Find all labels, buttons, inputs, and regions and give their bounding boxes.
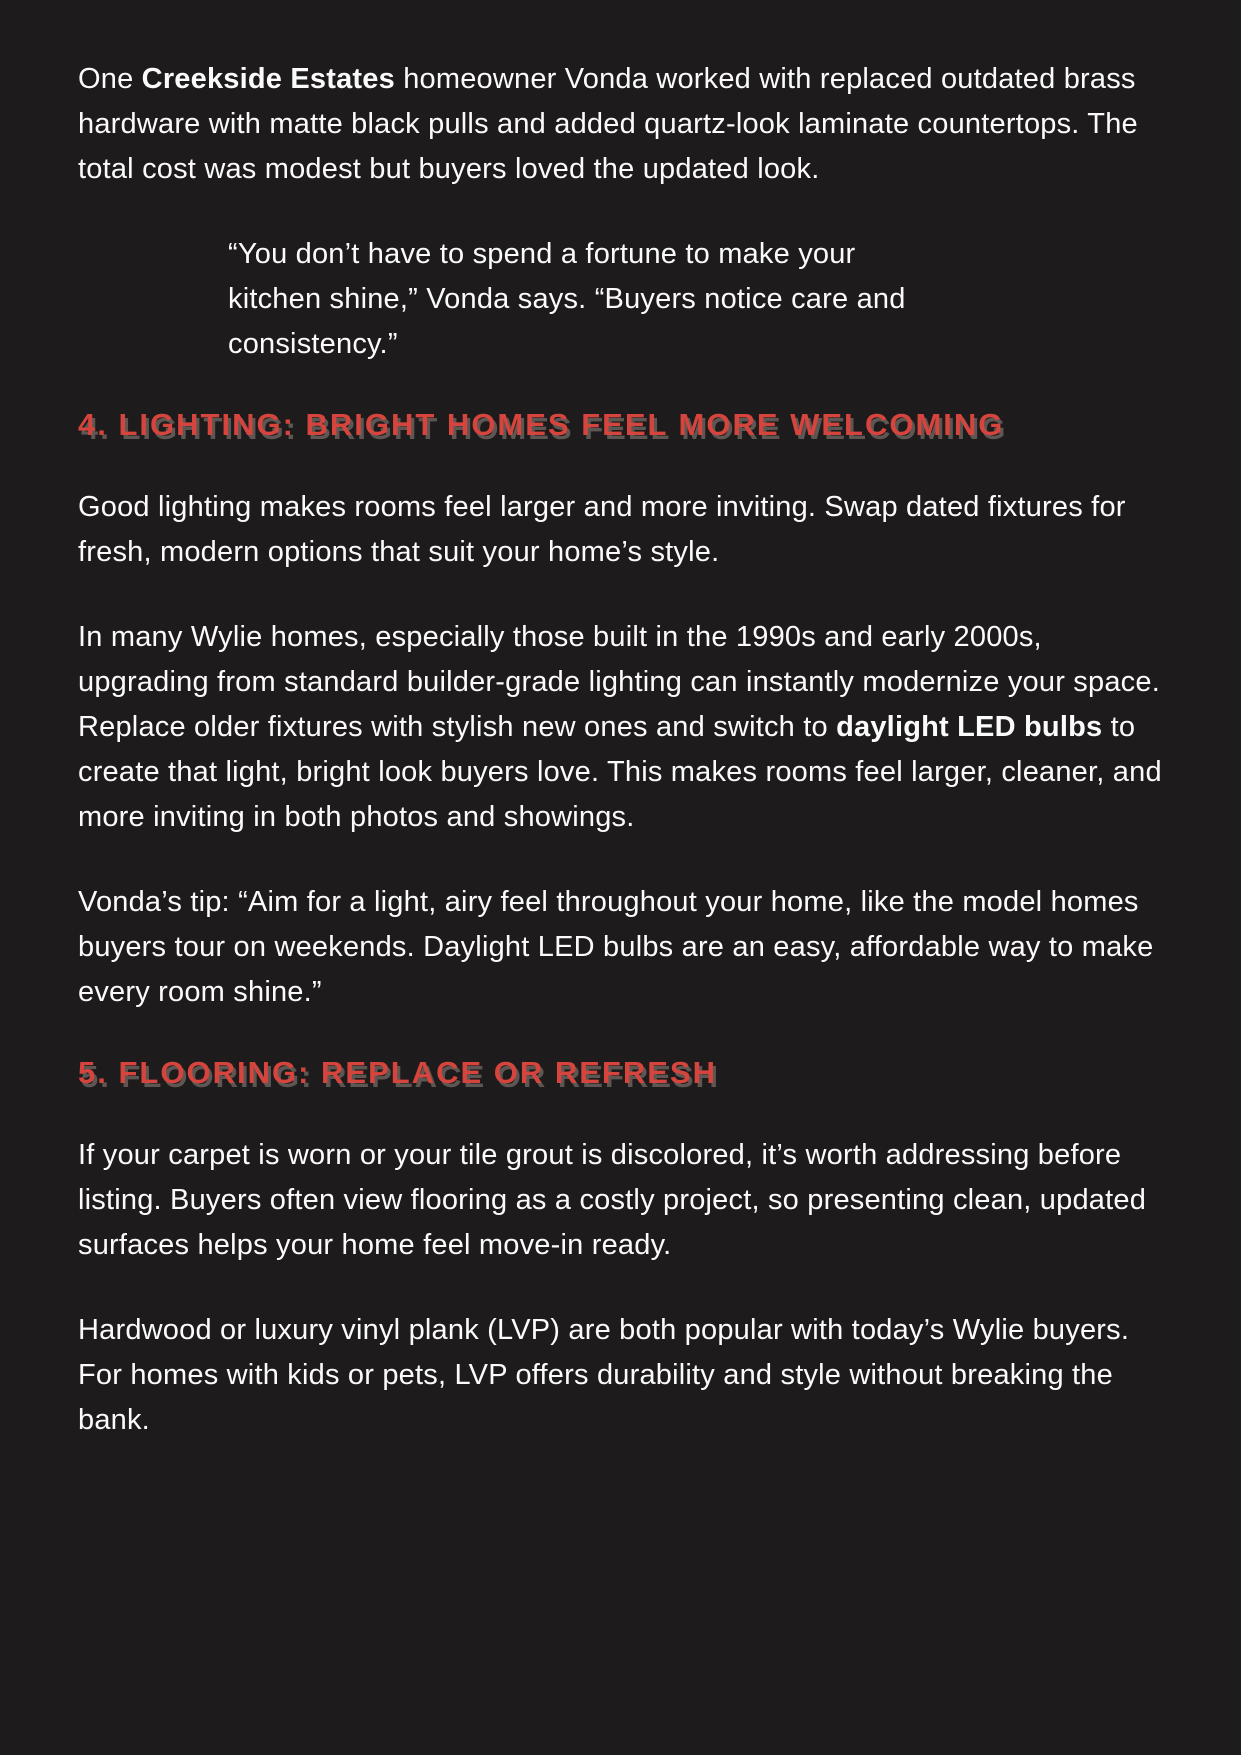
creekside-estates-bold-text: Creekside Estates bbox=[141, 63, 395, 95]
vonda-kitchen-quote: “You don’t have to spend a fortune to make your kitchen shine,” Vonda says. “Buyers notice care and consistency.” bbox=[228, 238, 906, 360]
intro-paragraph bbox=[78, 57, 1168, 192]
lighting-paragraph-3-vondas-tip: Vonda’s tip: “Aim for a light, airy feel throughout your home, like the model homes buyers tour on weekends. Daylight LED bulbs are an easy, affordable way to make every room shine.” bbox=[78, 886, 1154, 1008]
lighting-paragraph-2-post: to create that light, bright look buyers love. This makes rooms feel larger, cleaner, and more inviting in both photos and showings. bbox=[78, 711, 1162, 833]
lighting-paragraph-2 bbox=[78, 615, 1168, 840]
intro-text-pre: One bbox=[78, 63, 142, 95]
daylight-led-bulbs-bold-text: daylight LED bulbs bbox=[836, 711, 1103, 743]
lighting-paragraph-1: Good lighting makes rooms feel larger and more inviting. Swap dated fixtures for fresh, modern options that suit your home’s style. bbox=[78, 491, 1126, 568]
flooring-paragraph-1: If your carpet is worn or your tile grout is discolored, it’s worth addressing before listing. Buyers often view flooring as a costly project, so presenting clean, updated surfaces helps your home feel move-in ready. bbox=[78, 1139, 1147, 1261]
flooring-paragraph-2: Hardwood or luxury vinyl plank (LVP) are both popular with today’s Wylie buyers. For homes with kids or pets, LVP offers durability and style without breaking the bank. bbox=[78, 1314, 1130, 1436]
lighting-paragraph-2-pre: In many Wylie homes, especially those built in the 1990s and early 2000s, upgrading from standard builder-grade lighting can instantly modernize your space. Replace older fixtures with stylish new ones and switch to bbox=[78, 621, 1160, 743]
section-heading-flooring: 5. FLOORING: REPLACE OR REFRESH bbox=[78, 1055, 717, 1090]
intro-text-post: homeowner Vonda worked with replaced outdated brass hardware with matte black pulls and added quartz-look laminate countertops. The total cost was modest but buyers loved the updated look. bbox=[78, 63, 1138, 185]
section-heading-lighting: 4. LIGHTING: BRIGHT HOMES FEEL MORE WELCOMING bbox=[78, 407, 1005, 442]
